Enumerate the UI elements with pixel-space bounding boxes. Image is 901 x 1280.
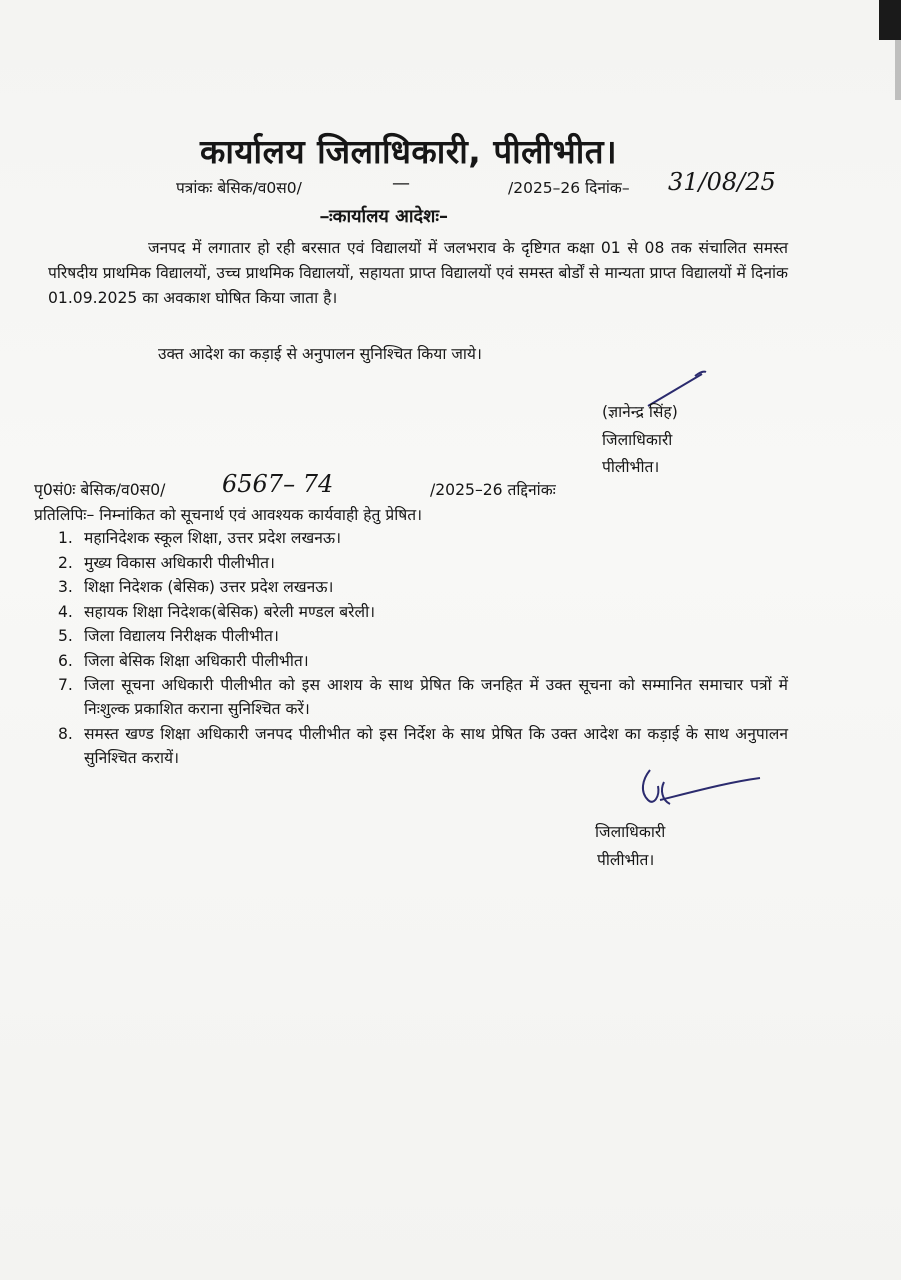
letter-ref-blank: — [392, 173, 410, 194]
compliance-text: उक्त आदेश का कड़ाई से अनुपालन सुनिश्चित किया जाये। [158, 345, 482, 363]
signatory-place: पीलीभीत। [602, 458, 660, 476]
office-title: कार्यालय जिलाधिकारी, पीलीभीत। [200, 132, 618, 171]
scan-edge-shadow [879, 0, 901, 40]
letter-ref-suffix: /2025–26 दिनांक– [508, 179, 630, 197]
list-item: 8. समस्त खण्ड शिक्षा अधिकारी जनपद पीलीभीत को इस निर्देश के साथ प्रेषित कि उक्त आदेश का कड़ाई के साथ अनुपालन सुनिश्चित करायें। [58, 724, 788, 767]
copy-ref-suffix: /2025–26 तद्दिनांकः [430, 481, 556, 499]
list-item: 6. जिला बेसिक शिक्षा अधिकारी पीलीभीत। [58, 651, 309, 670]
signatory-designation: जिलाधिकारी [602, 431, 673, 449]
signatory-name: (ज्ञानेन्द्र सिंह) [602, 403, 678, 421]
copy-ref-prefix: पृ0सं0ः बेसिक/व0स0/ [34, 481, 166, 499]
order-text: जनपद में लगातार हो रही बरसात एवं विद्यालयों में जलभराव के दृष्टिगत कक्षा 01 से 08 तक संचालित समस्त परिषदीय प्राथमिक विद्यालयों, उच्च प्राथमिक विद्यालयों, सहायता प्राप्त विद्यालयों एवं समस्त बोर्डों से मान्यता प्राप्त विद्यालयों में दिनांक 01.09.2025 का अवकाश घोषित किया जाता है। [48, 239, 788, 307]
copy-signatory-place: पीलीभीत। [597, 851, 655, 869]
order-heading: –ःकार्यालय आदेशः– [320, 206, 448, 227]
recipient-list [58, 526, 788, 770]
list-item: 2. मुख्य विकास अधिकारी पीलीभीत। [58, 553, 275, 572]
list-item: 7. जिला सूचना अधिकारी पीलीभीत को इस आशय के साथ प्रेषित कि जनहित में उक्त सूचना को सम्मानित समाचार पत्रों में निःशुल्क प्रकाशित कराना सुनिश्चित करें। [58, 676, 788, 718]
list-item: 4. सहायक शिक्षा निदेशक(बेसिक) बरेली मण्डल बरेली। [58, 602, 376, 621]
list-item: 3. शिक्षा निदेशक (बेसिक) उत्तर प्रदेश लखनऊ। [58, 578, 334, 596]
handwritten-date: 31/08/25 [668, 168, 776, 196]
list-item: 5. जिला विद्यालय निरीक्षक पीलीभीत। [58, 627, 279, 645]
handwritten-copy-ref: 6567– 74 [222, 470, 334, 498]
list-item: 1. महानिदेशक स्कूल शिक्षा, उत्तर प्रदेश लखनऊ। [58, 529, 342, 547]
copy-signatory-designation: जिलाधिकारी [595, 823, 666, 841]
copy-intro: प्रतिलिपिः– निम्नांकित को सूचनार्थ एवं आवश्यक कार्यवाही हेतु प्रेषित। [34, 506, 423, 524]
letter-ref-prefix: पत्रांकः बेसिक/व0स0/ [176, 179, 302, 197]
order-paragraph [48, 236, 788, 311]
scan-edge-fade [895, 40, 901, 100]
